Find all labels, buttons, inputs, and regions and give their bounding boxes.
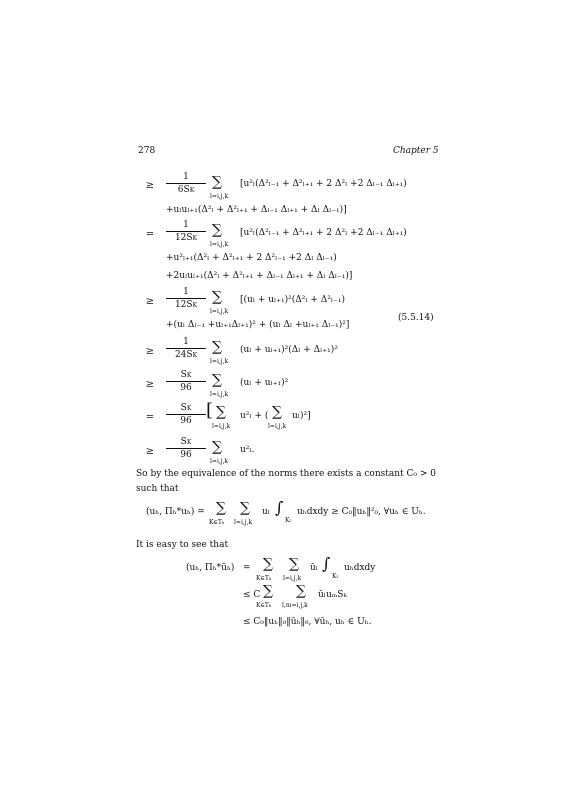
sum-symbol: ∑ [263,583,273,599]
chapter-label: Chapter 5 [393,146,439,156]
relation-symbol: ≥ [145,296,155,307]
fraction: $\frac{1}{6SK}$ [166,172,206,195]
left-bracket: [ [206,400,214,421]
sum-subscript: l=i,j,k [210,241,229,248]
fraction: $\frac{1}{12SK}$ [166,220,206,243]
relation-symbol: ≥ [145,446,155,457]
page-number: 278 [138,146,156,156]
sum-subscript: l=i,j,k [283,575,302,582]
sum-subscript: l,m=i,j,k [282,602,308,609]
chain-row-7: +(uₗ Δₗ₋₁ +uₗ₊₁Δₗ₊₁)² + (uₗ Δₗ +uₗ₊₁ Δₗ₋₁)²] [166,320,350,330]
sum-subscript: l=i,j,k [210,458,229,465]
chain-row-2: +uₗuₗ₊₁(Δ²ₗ + Δ²ₗ₊₁ + Δₗ₋₁ Δₗ₊₁ + Δₗ Δₗ₋₁)] [166,205,347,215]
eq2-rhs: uₕdxdy ≥ C₀‖uₕ‖²₀, ∀uₕ ∈ Uₕ. [297,507,426,517]
chain-row-5: +2uₗuₗ₊₁(Δ²ₗ + Δ²ₗ₊₁ + Δₗ₋₁ Δₗ₊₁ + Δₗ Δₗ₋₁)] [166,271,353,281]
sum-subscript: l=i,j,k [210,308,229,315]
eq3-line2-lead: ≤ C [243,590,261,600]
sum-symbol: ∑ [212,222,222,238]
expression: (uₗ + uₗ₊₁)² [240,378,289,388]
eq3-lhs: (uₕ, Πₕ*ūₕ) [186,563,235,573]
sum-subscript: K∈Tₕ [256,602,272,609]
expression: u²ₗ. [240,445,255,455]
sum-subscript: l=i,j,k [210,391,229,398]
relation-symbol: ≥ [145,346,155,357]
relation-symbol: ≥ [145,379,155,390]
chain-row-4: +u²ₗ₊₁(Δ²ₗ + Δ²ₗ₊₁ + 2 Δ²ₗ₋₁ +2 Δₗ Δₗ₋₁) [166,253,337,263]
expression: [u²ₗ(Δ²ₗ₋₁ + Δ²ₗ₊₁ + 2 Δ²ₗ +2 Δₗ₋₁ Δₗ₊₁) [240,179,407,189]
sum-symbol-inner: ∑ [272,404,282,420]
integral-symbol: ∫ [322,554,331,573]
expression-tail: uₗ)²] [292,411,311,421]
eq2-lhs: (uₕ, Πₕ*uₕ) = [146,507,205,517]
sum-symbol: ∑ [212,439,222,455]
sum-subscript: l=i,j,k [234,519,253,526]
expression: [(uₗ + uₗ₊₁)²(Δ²ₗ + Δ²ₗ₋₁) [240,295,345,305]
eq3-mid: ūₗ [310,563,318,573]
fraction: $\frac{SK}{96}$ [166,403,206,426]
paragraph-line-1: So by the equivalence of the norms there exists a constant C₀ > 0 [136,469,436,479]
integral-symbol: ∫ [275,498,284,517]
fraction: $\frac{SK}{96}$ [166,437,206,460]
eq3-line1-rhs: uₕdxdy [344,563,376,573]
sum-subscript: K∈Tₕ [256,575,272,582]
eq3-line2-rhs: ūₗuₘSₖ [318,590,347,600]
integral-subscript: Kₗ [285,517,291,524]
eq2-mid: uₗ [262,507,270,517]
sum-symbol: ∑ [212,372,222,388]
sum-subscript: l=i,j,k [210,358,229,365]
sum-symbol: ∑ [263,556,273,572]
sum-symbol: ∑ [296,583,306,599]
sum-symbol: ∑ [240,500,250,516]
paragraph-line-3: It is easy to see that [136,540,229,550]
sum-subscript: K∈Tₕ [209,519,225,526]
fraction: $\frac{1}{24SK}$ [166,337,206,360]
equation-number: (5.5.14) [398,313,434,323]
sum-symbol: ∑ [216,500,226,516]
sum-subscript-inner: l=i,j,k [268,423,287,430]
sum-symbol: ∑ [212,289,222,305]
sum-symbol: ∑ [216,404,226,420]
sum-subscript: l=i,j,k [212,423,231,430]
sum-symbol: ∑ [212,174,222,190]
sum-symbol: ∑ [289,556,299,572]
fraction: $\frac{1}{12SK}$ [166,287,206,310]
relation-symbol: ≥ [145,180,155,191]
eq3-line3: ≤ C₀‖uₕ‖₀‖ūₕ‖₀, ∀ūₕ, uₕ ∈ Uₕ. [243,617,372,627]
sum-subscript: l=i,j,k [210,193,229,200]
expression: [u²ₗ(Δ²ₗ₋₁ + Δ²ₗ₊₁ + 2 Δ²ₗ +2 Δₗ₋₁ Δₗ₊₁) [240,228,407,238]
relation-symbol: = [145,229,155,240]
relation-symbol: = [145,412,155,423]
paragraph-line-2: such that [136,484,179,494]
sum-symbol: ∑ [212,339,222,355]
integral-subscript: Kₗ [332,573,338,580]
eq3-rel-1: = [243,563,251,573]
expression: (uₗ + uₗ₊₁)²(Δₗ + Δₗ₊₁)² [240,345,338,355]
expression: u²ₗ + ( [240,411,269,421]
fraction: $\frac{SK}{96}$ [166,370,206,393]
